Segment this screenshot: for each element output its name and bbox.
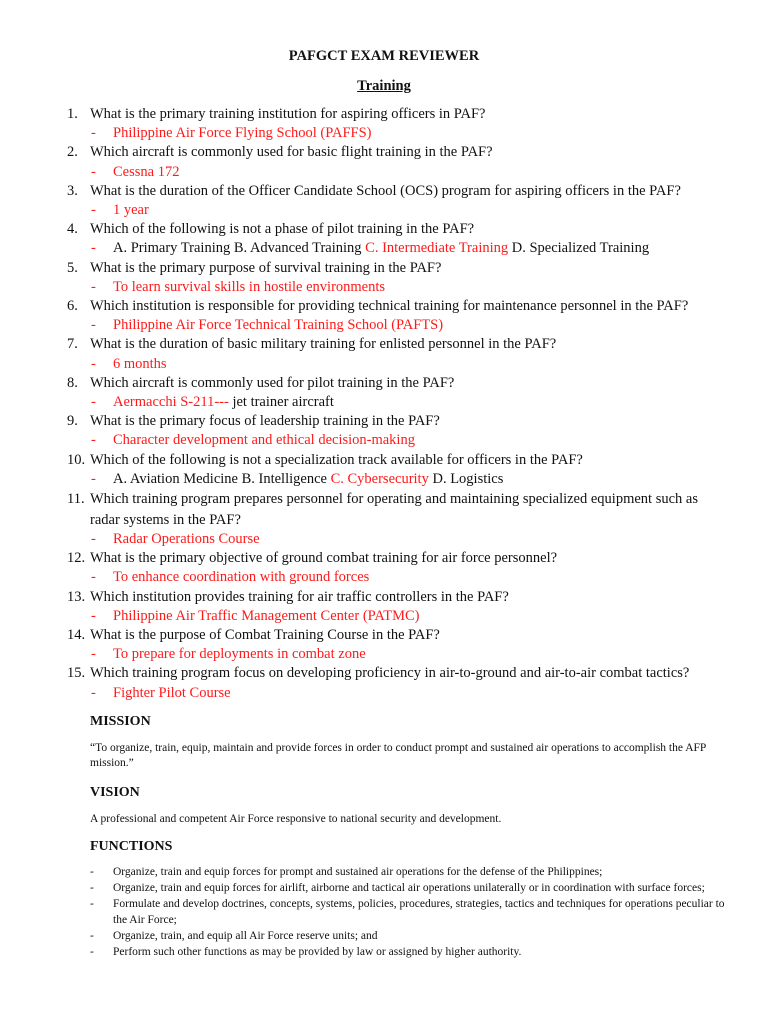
function-item: [90, 865, 730, 881]
function-item: [90, 881, 730, 897]
answer-dash: -: [91, 470, 96, 487]
question-number: 13.: [67, 588, 86, 605]
question-number: 4.: [67, 221, 78, 238]
answer-dash: -: [91, 240, 96, 257]
question-text: What is the primary focus of leadership training in the PAF?: [90, 413, 440, 430]
answer-dash: -: [91, 125, 96, 142]
answer-text: C. Cybersecurity: [330, 470, 429, 487]
answer-dash: -: [91, 278, 96, 295]
answer-item: [68, 607, 728, 626]
answer-dash: -: [91, 569, 96, 586]
question-number: 14.: [67, 627, 86, 644]
question-item: [68, 335, 728, 354]
functions-heading: FUNCTIONS: [90, 839, 173, 854]
answer-text: Character development and ethical decision-making: [113, 432, 415, 449]
vision-text: A professional and competent Air Force responsive to national security and development.: [90, 813, 502, 825]
answer-text: To enhance coordination with ground forces: [113, 569, 370, 586]
question-text: Which institution provides training for air traffic controllers in the PAF?: [90, 588, 509, 605]
function-text: Organize, train and equip forces for prompt and sustained air operations for the defense of the Philippines;: [113, 866, 603, 878]
answer-dash: -: [91, 394, 96, 411]
question-item: [68, 664, 728, 683]
answer-item: [68, 568, 728, 587]
question-item: [68, 412, 728, 431]
answer-text: Philippine Air Force Flying School (PAFFS): [113, 125, 372, 142]
question-text: What is the primary objective of ground combat training for air force personnel?: [90, 550, 558, 567]
answer-text-post: jet trainer aircraft: [228, 394, 334, 411]
answer-item: [68, 278, 728, 297]
question-number: 8.: [67, 374, 78, 391]
answer-text: Radar Operations Course: [113, 531, 260, 548]
question-text: Which training program focus on developing proficiency in air-to-ground and air-to-air combat tactics?: [90, 665, 690, 682]
question-number: 15.: [67, 665, 86, 682]
question-number: 7.: [67, 336, 78, 353]
answer-text: Cessna 172: [113, 163, 180, 180]
question-item: [68, 549, 728, 568]
mission-text: “To organize, train, equip, maintain and provide forces in order to conduct prompt and sustained air operations to accomplish the AFP mission.”: [90, 742, 706, 769]
answer-text: Fighter Pilot Course: [113, 684, 231, 701]
answer-item: [68, 431, 728, 450]
question-item: [68, 374, 728, 393]
answer-item: [68, 393, 728, 412]
answer-item: [68, 470, 728, 489]
vision-heading: VISION: [90, 785, 140, 800]
answer-text: Philippine Air Traffic Management Center (PATMC): [113, 607, 420, 624]
answer-item: [68, 201, 728, 220]
question-number: 10.: [67, 451, 86, 468]
answer-dash: -: [91, 684, 96, 701]
answer-text: Philippine Air Force Technical Training School (PAFTS): [113, 317, 444, 334]
function-dash: -: [90, 945, 94, 958]
question-number: 11.: [67, 491, 85, 508]
function-dash: -: [90, 929, 94, 942]
answer-dash: -: [91, 646, 96, 663]
answer-item: [68, 684, 728, 703]
answer-text-pre: A. Primary Training B. Advanced Training: [113, 240, 366, 257]
functions-list: [90, 865, 730, 960]
question-item: [68, 259, 728, 278]
question-text: Which of the following is not a specialization track available for officers in the PAF?: [90, 451, 583, 468]
question-number: 3.: [67, 182, 78, 199]
question-item: [68, 626, 728, 645]
question-list: [68, 105, 728, 703]
question-number: 5.: [67, 259, 78, 276]
answer-dash: -: [91, 202, 96, 219]
answer-item: [68, 530, 728, 549]
answer-dash: -: [91, 531, 96, 548]
question-item: [68, 588, 728, 607]
section-title-text: Training: [357, 78, 411, 94]
question-text: What is the primary purpose of survival training in the PAF?: [90, 259, 442, 276]
answer-dash: -: [91, 432, 96, 449]
question-item: [68, 451, 728, 470]
answer-dash: -: [91, 355, 96, 372]
question-number: 12.: [67, 550, 86, 567]
document-title: PAFGCT EXAM REVIEWER: [288, 48, 480, 64]
function-dash: -: [90, 882, 94, 894]
question-number: 1.: [67, 106, 78, 122]
function-text: Organize, train, and equip all Air Force reserve units; and: [113, 929, 378, 942]
function-text: Formulate and develop doctrines, concepts, systems, policies, procedures, strategies, tactics and techniques for operations peculiar to the Air Force;: [113, 898, 725, 926]
function-dash: -: [90, 898, 94, 910]
question-item: [68, 297, 728, 316]
answer-text: To prepare for deployments in combat zone: [113, 646, 366, 663]
function-dash: -: [90, 866, 94, 878]
mission-heading: MISSION: [90, 714, 151, 729]
function-text: Organize, train and equip forces for airlift, airborne and tactical air operations unilaterally or in coordination with surface forces;: [113, 882, 705, 894]
function-item: [90, 897, 730, 928]
question-item: [68, 220, 728, 239]
answer-item: [68, 355, 728, 374]
answer-item: [68, 645, 728, 664]
question-text: Which training program prepares personnel for operating and maintaining specialized equipment such as radar systems in the PAF?: [90, 491, 698, 528]
function-text: Perform such other functions as may be provided by law or assigned by higher authority.: [113, 945, 522, 958]
section-title: [0, 77, 768, 95]
question-text: What is the purpose of Combat Training Course in the PAF?: [90, 627, 440, 644]
question-text: Which aircraft is commonly used for basic flight training in the PAF?: [90, 144, 493, 161]
answer-item: [68, 124, 728, 143]
question-text: Which institution is responsible for providing technical training for maintenance personnel in the PAF?: [90, 298, 689, 315]
answer-item: [68, 316, 728, 335]
answer-text: Aermacchi S-211---: [113, 394, 229, 411]
answer-item: [68, 163, 728, 182]
question-text: What is the duration of the Officer Candidate School (OCS) program for aspiring officers in the PAF?: [90, 182, 681, 199]
function-item: [90, 929, 730, 945]
answer-text-post: D. Specialized Training: [508, 240, 650, 257]
question-text: Which aircraft is commonly used for pilot training in the PAF?: [90, 374, 455, 391]
question-number: 9.: [67, 413, 78, 430]
question-text: What is the primary training institution for aspiring officers in PAF?: [90, 106, 486, 122]
answer-text: 6 months: [113, 355, 167, 372]
question-item: [68, 489, 728, 530]
question-number: 6.: [67, 298, 78, 315]
question-number: 2.: [67, 144, 78, 161]
answer-dash: -: [91, 607, 96, 624]
answer-text-pre: A. Aviation Medicine B. Intelligence: [113, 470, 331, 487]
question-item: [68, 105, 728, 124]
answer-text: To learn survival skills in hostile environments: [113, 278, 386, 295]
answer-text-post: D. Logistics: [428, 470, 504, 487]
answer-text: C. Intermediate Training: [365, 240, 509, 257]
answer-dash: -: [91, 163, 96, 180]
question-item: [68, 182, 728, 201]
answer-item: [68, 239, 728, 258]
question-text: Which of the following is not a phase of pilot training in the PAF?: [90, 221, 475, 238]
answer-text: 1 year: [113, 202, 149, 219]
answer-dash: -: [91, 317, 96, 334]
question-text: What is the duration of basic military training for enlisted personnel in the PAF?: [90, 336, 557, 353]
function-item: [90, 945, 730, 961]
question-item: [68, 143, 728, 162]
